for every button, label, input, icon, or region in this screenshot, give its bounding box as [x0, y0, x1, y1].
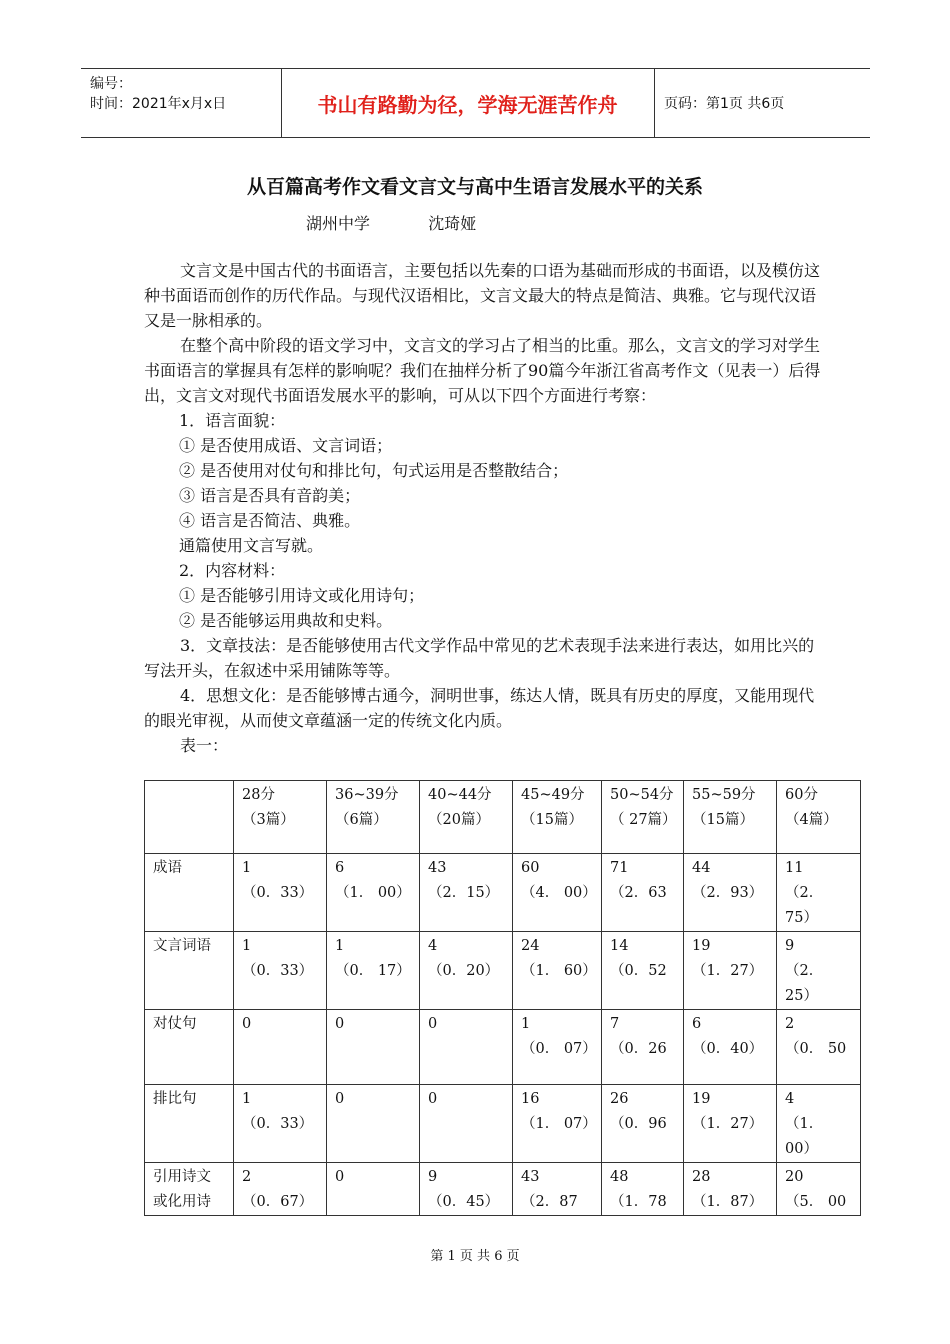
list-item: ② 是否能够运用典故和史料。 [179, 611, 393, 630]
body-text [144, 258, 824, 758]
column-header: 60分 （4篇） [777, 781, 861, 854]
table-row: 引用诗文或化用诗 2 （0．67） 0 9 （0．45） 43 （2．87 48 （1．78 28 （1．87） 20 （5． 00 [145, 1163, 861, 1216]
document-title: 从百篇高考作文看文言文与高中生语言发展水平的关系 [246, 176, 703, 198]
list-item: 2．内容材料： [179, 561, 286, 580]
row-label: 文言词语 [145, 932, 234, 1010]
table-row: 对仗句 0 0 0 1 （0． 07） 7 （0．26 6 （0．40） 2 （0． 50 [145, 1010, 861, 1085]
list-item: 通篇使用文言写就。 [179, 536, 324, 555]
table-header-row [145, 781, 861, 854]
column-header: 55~59分 （15篇） [684, 781, 777, 854]
paragraph: 3．文章技法：是否能够使用古代文学作品中常见的艺术表现手法来进行表达，如用比兴的写法开头，在叙述中采用铺陈等等。 [144, 636, 815, 680]
data-table [144, 780, 861, 1216]
list-item: ④ 语言是否简洁、典雅。 [179, 511, 361, 530]
column-header: 36~39分 （6篇） [327, 781, 420, 854]
author-school: 湖州中学 [306, 214, 371, 233]
row-label: 成语 [145, 854, 234, 932]
table-row: 成语 1 （0．33） 6 （1． 00） 43 （2．15） 60 （4． 00） 71 （2．63 44 （2．93） 11 （2． 75） [145, 854, 861, 932]
list-item: ② 是否使用对仗句和排比句，句式运用是否整散结合； [179, 461, 569, 480]
time-label: 时间：2021年x月x日 [90, 96, 227, 112]
paragraph: 在整个高中阶段的语文学习中，文言文的学习占了相当的比重。那么，文言文的学习对学生书面语言的掌握具有怎样的影响呢？我们在抽样分析了90篇今年浙江省高考作文（见表一）后得出，文言文对现代书面语发展水平的影响，可从以下四个方面进行考察： [144, 336, 821, 405]
paragraph: 4．思想文化：是否能够博古通今，洞明世事，练达人情，既具有历史的厚度，又能用现代的眼光审视，从而使文章蕴涵一定的传统文化内质。 [144, 686, 815, 730]
table-caption: 表一： [180, 736, 229, 755]
row-label: 排比句 [145, 1085, 234, 1163]
row-label: 引用诗文或化用诗 [145, 1163, 234, 1216]
list-item: ① 是否能够引用诗文或化用诗句； [179, 586, 425, 605]
author-name: 沈琦娅 [428, 214, 477, 233]
header-motto: 书山有路勤为径，学海无涯苦作舟 [281, 69, 655, 137]
number-label: 编号： [90, 76, 132, 92]
page-footer: 第 1 页 共 6 页 [430, 1249, 520, 1264]
list-item: 1．语言面貌： [179, 411, 286, 430]
table-row: 文言词语 1 （0．33） 1 （0． 17） 4 （0．20） 24 （1． 60） 14 （0．52 19 （1．27） 9 （2． 25） [145, 932, 861, 1010]
column-header: 45~49分 （15篇） [513, 781, 602, 854]
column-header: 40~44分 （20篇） [420, 781, 513, 854]
column-header: 50~54分 （ 27篇） [602, 781, 684, 854]
list-item: ① 是否使用成语、文言词语； [179, 436, 393, 455]
page-header [81, 68, 870, 138]
column-header: 28分 （3篇） [234, 781, 327, 854]
author-line [306, 211, 476, 234]
paragraph: 文言文是中国古代的书面语言，主要包括以先秦的口语为基础而形成的书面语，以及模仿这种书面语而创作的历代作品。与现代汉语相比，文言文最大的特点是简洁、典雅。它与现代汉语又是一脉相承的。 [144, 261, 821, 330]
header-page-code: 页码：第1页 共6页 [664, 96, 785, 112]
list-item: ③ 语言是否具有音韵美； [179, 486, 361, 505]
table-row: 排比句 1 （0．33） 0 0 16 （1． 07） 26 （0．96 19 （1．27） 4 （1． 00） [145, 1085, 861, 1163]
header-meta [81, 69, 282, 137]
row-label: 对仗句 [145, 1010, 234, 1085]
